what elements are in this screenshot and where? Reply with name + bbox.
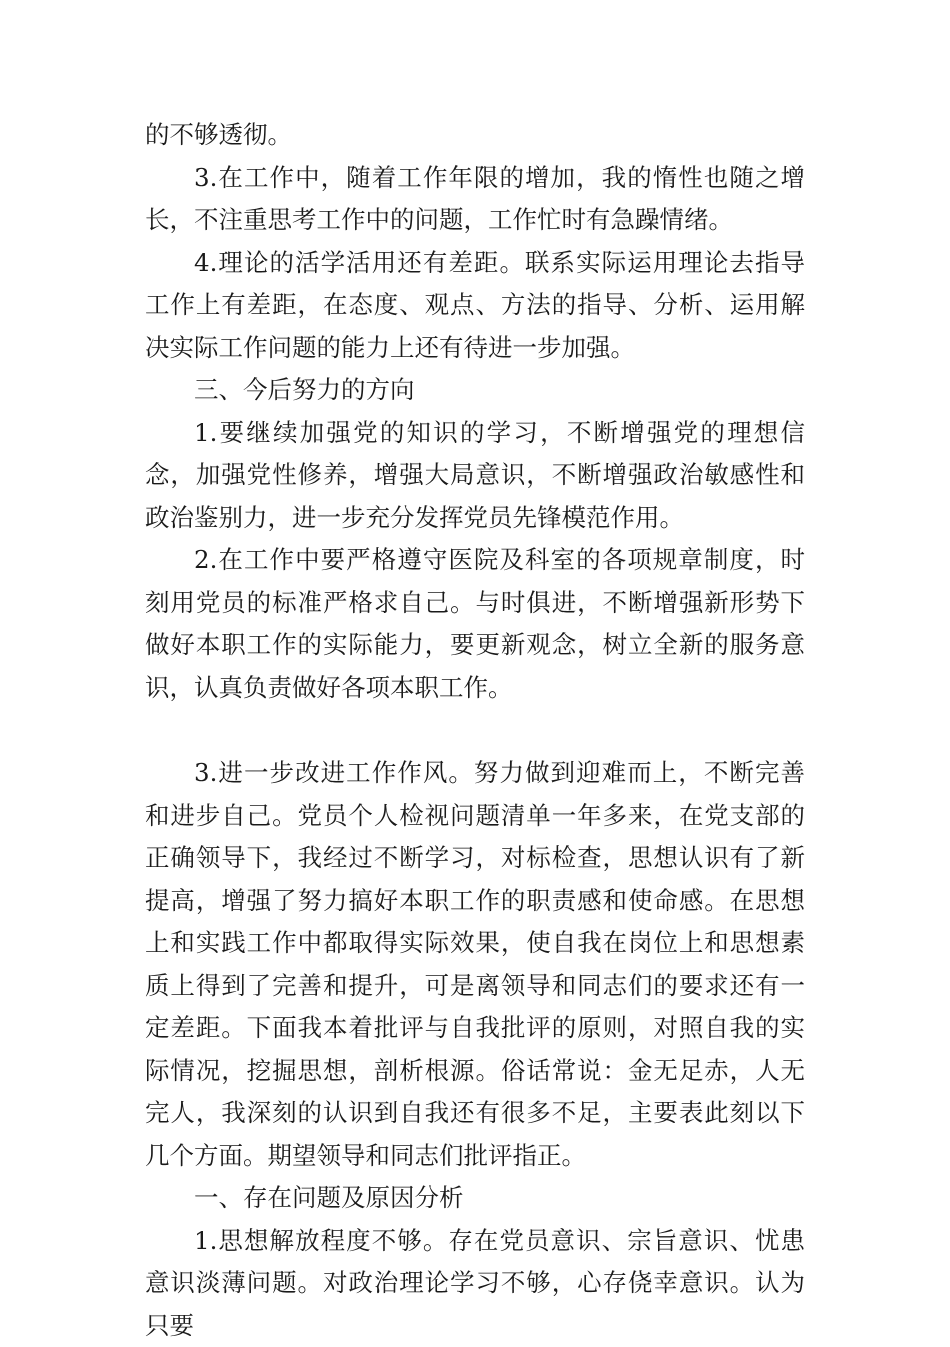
section-heading-problems-analysis: 一、存在问题及原因分析	[145, 1177, 805, 1220]
document-page	[145, 114, 805, 1347]
section-heading-future-direction: 三、今后努力的方向	[145, 369, 805, 412]
paragraph-spacer	[145, 709, 805, 752]
paragraph-item-4-theory-application: 4.理论的活学活用还有差距。联系实际运用理论去指导工作上有差距，在态度、观点、方法的指导、分析、运用解决实际工作问题的能力上还有待进一步加强。	[145, 242, 805, 370]
paragraph-item-3-work-inertia: 3.在工作中，随着工作年限的增加，我的惰性也随之增长，不注重思考工作中的问题，工作忙时有急躁情绪。	[145, 157, 805, 242]
paragraph-item-2-hospital-rules: 2.在工作中要严格遵守医院及科室的各项规章制度，时刻用党员的标准严格求自己。与时俱进，不断增强新形势下做好本职工作的实际能力，要更新观念，树立全新的服务意识，认真负责做好各项本职工作。	[145, 539, 805, 709]
paragraph-item-1-ideological-liberation: 1.思想解放程度不够。存在党员意识、宗旨意识、忧患意识淡薄问题。对政治理论学习不够，心存侥幸意识。认为只要	[145, 1220, 805, 1347]
paragraph-item-1-party-study: 1.要继续加强党的知识的学习，不断增强党的理想信念，加强党性修养，增强大局意识，不断增强政治敏感性和政治鉴别力，进一步充分发挥党员先锋模范作用。	[145, 412, 805, 540]
paragraph-continuation: 的不够透彻。	[145, 114, 805, 157]
paragraph-item-3-work-style: 3.进一步改进工作作风。努力做到迎难而上，不断完善和进步自己。党员个人检视问题清单一年多来，在党支部的正确领导下，我经过不断学习，对标检查，思想认识有了新提高，增强了努力搞好本职工作的职责感和使命感。在思想上和实践工作中都取得实际效果，使自我在岗位上和思想素质上得到了完善和提升，可是离领导和同志们的要求还有一定差距。下面我本着批评与自我批评的原则，对照自我的实际情况，挖掘思想，剖析根源。俗话常说：金无足赤，人无完人，我深刻的认识到自我还有很多不足，主要表此刻以下几个方面。期望领导和同志们批评指正。	[145, 752, 805, 1177]
